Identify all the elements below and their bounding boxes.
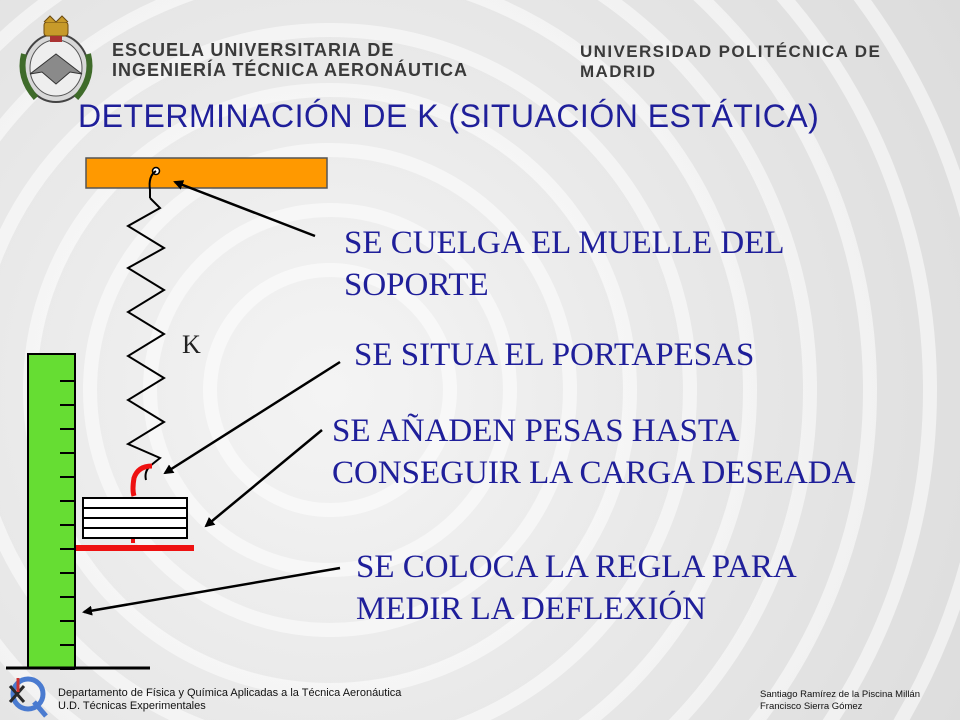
arrow-to-support <box>175 182 315 236</box>
footer-department-line1: Departamento de Física y Química Aplicadas a la Técnica Aeronáutica <box>58 687 402 699</box>
department-logo-icon <box>4 672 54 718</box>
step-3-line2: CONSEGUIR LA CARGA DESEADA <box>332 455 856 491</box>
footer-department-line2: U.D. Técnicas Experimentales <box>58 700 206 712</box>
footer-department <box>58 687 401 713</box>
step-3 <box>332 410 855 494</box>
slide-title: DETERMINACIÓN DE K (SITUACIÓN ESTÁTICA) <box>78 98 820 134</box>
weight-plate <box>83 508 187 518</box>
step-4-line2: MEDIR LA DEFLEXIÓN <box>356 591 707 627</box>
step-4 <box>356 546 797 630</box>
school-name-line1: ESCUELA UNIVERSITARIA DE <box>112 40 395 60</box>
step-4-line1: SE COLOCA LA REGLA PARA <box>356 549 797 585</box>
footer-author-2: Francisco Sierra Gómez <box>760 701 863 712</box>
spring-constant-label: K <box>182 330 201 359</box>
weight-plate <box>83 518 187 528</box>
school-name-line2: INGENIERÍA TÉCNICA AERONÁUTICA <box>112 60 469 80</box>
footer-authors <box>760 689 920 713</box>
footer-author-1: Santiago Ramírez de la Piscina Millán <box>760 689 920 700</box>
arrow-to-hanger <box>165 362 340 473</box>
step-1 <box>344 222 785 306</box>
support-bar <box>86 158 327 188</box>
weight-plate <box>83 528 187 538</box>
step-2-line1: SE SITUA EL PORTAPESAS <box>354 337 755 373</box>
step-1-line1: SE CUELGA EL MUELLE DEL <box>344 225 785 261</box>
step-1-line2: SOPORTE <box>344 267 489 303</box>
university-name: UNIVERSIDAD POLITÉCNICA DE MADRID <box>580 42 882 81</box>
step-2 <box>354 334 754 376</box>
step-3-line1: SE AÑADEN PESAS HASTA <box>332 413 740 449</box>
arrow-to-weights <box>206 430 322 526</box>
spring-coil <box>128 198 164 466</box>
arrow-to-ruler <box>84 568 340 612</box>
weight-plate <box>83 498 187 508</box>
weight-hanger-hook <box>133 466 152 496</box>
